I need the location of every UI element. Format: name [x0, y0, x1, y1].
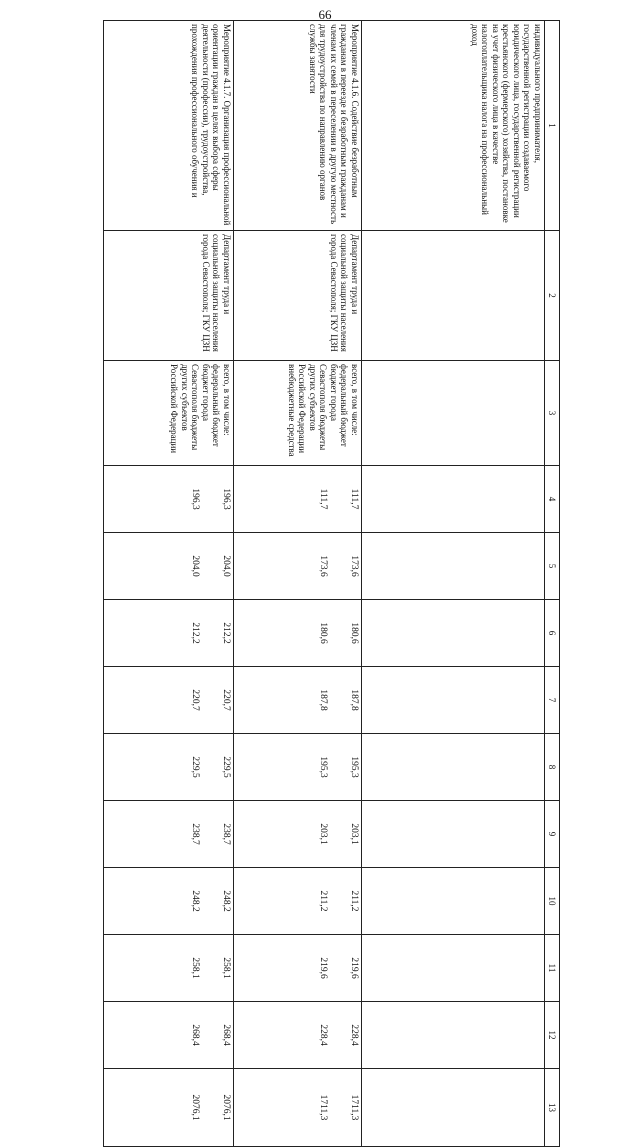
value-cell: 258,1 258,1: [104, 935, 234, 1002]
rotated-table-sheet: [112, 20, 560, 1146]
funding-sources: всего, в том числе: федеральный бюджет бюджет города Севастополя бюджеты других субъектов Российской Федерации: [104, 361, 234, 466]
page-number: 66: [318, 7, 332, 22]
value-cell: 187,8 187,8: [234, 667, 362, 734]
value-cell: [362, 1002, 545, 1069]
value-cell: 248,2 248,2: [104, 868, 234, 935]
col-header-11: 11: [545, 935, 560, 1002]
measure-description: индивидуального предпринимателя, государственной регистрации создаваемого юридического лица, государственной регистрации крестьянского (фермерского) хозяйства, постановке на учет физического лица в качестве налогоплательщика налога на профессиональный доход: [362, 21, 545, 231]
value-cell: 203,1 203,1: [234, 801, 362, 868]
value-cell: [362, 600, 545, 667]
value-cell: [362, 734, 545, 801]
col-header-10: 10: [545, 868, 560, 935]
table-row: [362, 21, 545, 1147]
value-cell: 219,6 219,6: [234, 935, 362, 1002]
responsible-executor: Департамент труда и социальной защиты населения города Севастополя; ГКУ ЦЗН: [234, 231, 362, 361]
value-cell: 180,6 180,6: [234, 600, 362, 667]
budget-table: [103, 20, 560, 1147]
measure-description: Мероприятие 4.1.6. Содействие безработным гражданам в переезде и безработным гражданам и членам их семей в переселении в другую местность для трудоустройства по направлению органов службы занятости: [234, 21, 362, 231]
value-cell: 195,3 195,3: [234, 734, 362, 801]
value-cell: 229,5 229,5: [104, 734, 234, 801]
col-header-3: 3: [545, 361, 560, 466]
value-cell: 228,4 228,4: [234, 1002, 362, 1069]
funding-sources: всего, в том числе: федеральный бюджет бюджет города Севастополя бюджеты других субъектов Российской Федерации внебюджетные средства: [234, 361, 362, 466]
value-cell: [362, 1069, 545, 1147]
value-cell: 211,2 211,2: [234, 868, 362, 935]
value-cell: [362, 466, 545, 533]
value-cell: 220,7 220,7: [104, 667, 234, 734]
col-header-5: 5: [545, 533, 560, 600]
col-header-1: 1: [545, 21, 560, 231]
value-cell: 111,7 111,7: [234, 466, 362, 533]
col-header-4: 4: [545, 466, 560, 533]
responsible-executor: [362, 231, 545, 361]
col-header-12: 12: [545, 1002, 560, 1069]
value-cell: 2076,1 2076,1: [104, 1069, 234, 1147]
table-row: [104, 21, 234, 1147]
col-header-2: 2: [545, 231, 560, 361]
funding-sources: [362, 361, 545, 466]
value-cell: 204,0 204,0: [104, 533, 234, 600]
value-cell: [362, 868, 545, 935]
col-header-13: 13: [545, 1069, 560, 1147]
responsible-executor: Департамент труда и социальной защиты населения города Севастополя; ГКУ ЦЗН: [104, 231, 234, 361]
value-cell: 268,4 268,4: [104, 1002, 234, 1069]
value-cell: [362, 533, 545, 600]
value-cell: 238,7 238,7: [104, 801, 234, 868]
col-header-8: 8: [545, 734, 560, 801]
value-cell: [362, 801, 545, 868]
value-cell: 196,3 196,3: [104, 466, 234, 533]
col-header-7: 7: [545, 667, 560, 734]
measure-description: Мероприятие 4.1.7. Организация профессиональной ориентации граждан в целях выбора сферы деятельности (профессии), трудоустройства, прохождения профессионального обучения и: [104, 21, 234, 231]
value-cell: [362, 667, 545, 734]
value-cell: 212,2 212,2: [104, 600, 234, 667]
value-cell: 1711,3 1711,3: [234, 1069, 362, 1147]
col-header-6: 6: [545, 600, 560, 667]
column-number-row: [545, 21, 560, 1147]
value-cell: [362, 935, 545, 1002]
value-cell: 173,6 173,6: [234, 533, 362, 600]
col-header-9: 9: [545, 801, 560, 868]
table-row: [234, 21, 362, 1147]
